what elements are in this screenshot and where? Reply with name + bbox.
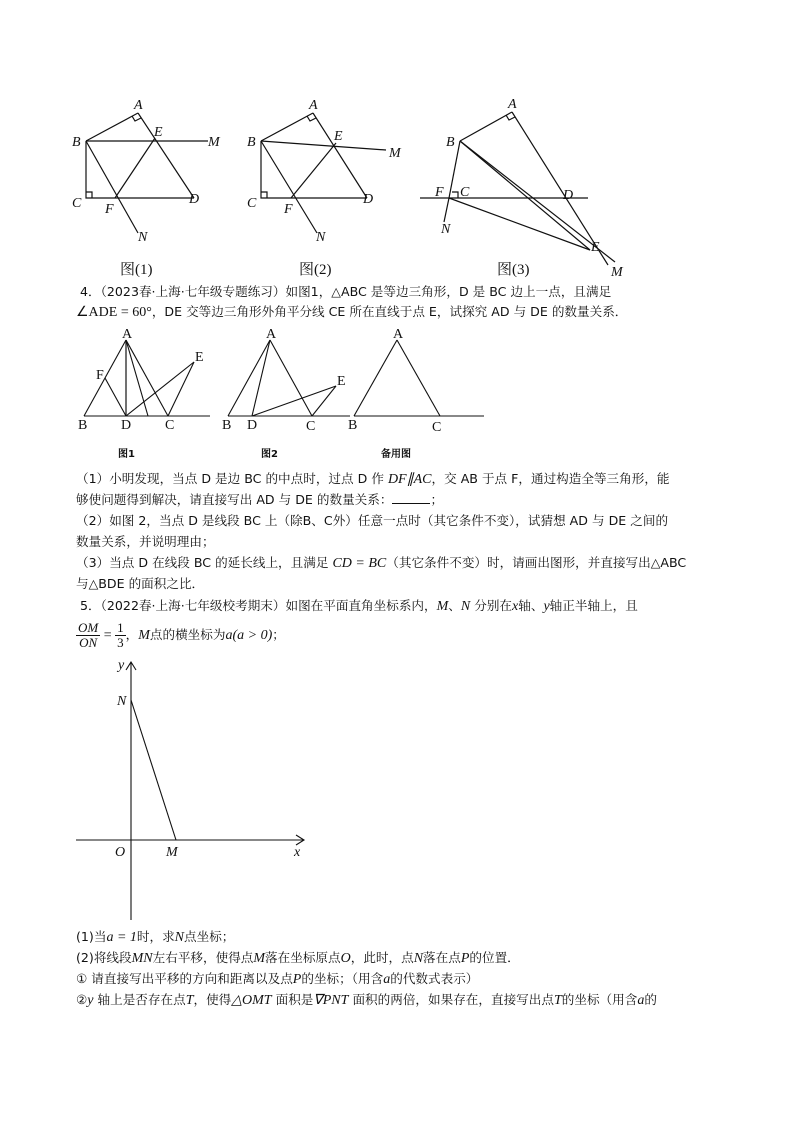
q5-text-b: 分别在	[470, 598, 513, 613]
q5-a-condition: a(a > 0)	[225, 628, 273, 643]
q4f2-B: B	[222, 418, 232, 433]
q5-text-d: 轴正半轴上，且	[549, 598, 638, 613]
q4f1-C: C	[165, 418, 175, 433]
q4-part1-end: ；	[430, 492, 444, 507]
q5-frac2-num: 1	[117, 620, 124, 635]
fig2-label-D: D	[363, 192, 374, 207]
q4-stem-line1: 4．（2023春·上海·七年级专题练习）如图1，△ABC 是等边三角形，D 是 BC 边上一点，且满足	[80, 284, 612, 299]
q5-sub1	[76, 928, 234, 947]
caption-fig3: 图(3)	[497, 262, 530, 278]
q4-figures	[70, 325, 490, 437]
q4-part1-line1	[76, 470, 670, 489]
q5-stem-line1	[80, 597, 638, 616]
q4f1-D: D	[121, 418, 132, 433]
fig3-label-C: C	[460, 185, 470, 200]
q5-s4-T: T	[185, 993, 194, 1008]
fig3-label-B: B	[446, 135, 455, 150]
q5-text-c: 轴、	[518, 598, 544, 613]
q5-s4-c: ，使得	[193, 992, 232, 1007]
q5-text-a: 5．（2022春·上海·七年级校考期末）如图在平面直角坐标系内，	[80, 598, 437, 613]
q4f1-B: B	[78, 418, 88, 433]
q5-coordinate-graph	[70, 655, 310, 925]
q4-part3-line1	[76, 554, 686, 573]
q4f2-A: A	[266, 327, 277, 342]
q5-s2-MN: MN	[131, 951, 153, 966]
fig2-label-F: F	[284, 202, 293, 217]
q4-part3-text-a: （3）当点 D 在线段 BC 的延长线上，且满足	[76, 555, 333, 570]
q4-stem-line2-text: ，DE 交等边三角形外角平分线 CE 所在直线于点 E，试探究 AD 与 DE 的数量关系．	[151, 304, 628, 319]
q4f2-D: D	[247, 418, 258, 433]
fig2-label-C: C	[247, 196, 257, 211]
q5-frac-num: OM	[78, 620, 99, 635]
q4-part3-text-b: （其它条件不变）时，请画出图形，并直接写出△ABC	[386, 555, 687, 570]
q5-s4-e: 面积的两倍，如果存在，直接写出点	[348, 992, 554, 1007]
caption-fig1: 图(1)	[120, 262, 153, 278]
q4-caption-fig1-text: 图1	[118, 449, 135, 460]
q4-part2-line2: 数量关系，并说明理由；	[76, 534, 215, 549]
q4f1-E: E	[195, 350, 204, 365]
graph-label-y: y	[118, 658, 125, 673]
q5-s4-a-sym: a	[637, 993, 645, 1008]
graph-label-M: M	[166, 845, 178, 860]
q4-part3-line2: 与△BDE 的面积之比．	[76, 576, 205, 591]
q5-s4-tri1: △OMT	[231, 993, 272, 1008]
q5-s4-f: 的坐标（用含	[561, 992, 638, 1007]
fig1-label-N: N	[138, 230, 148, 245]
q4-part1-text-a: （1）小明发现，当点 D 是边 BC 的中点时，过点 D 作	[76, 471, 388, 486]
q5-s4-y: y	[87, 993, 94, 1008]
fig1-label-E: E	[154, 125, 163, 140]
q5-ratio-value	[115, 621, 126, 650]
q4-part1-text-b: ，交 AB 于点 F，通过构造全等三角形，能	[431, 471, 670, 486]
fig1-label-C: C	[72, 196, 82, 211]
q5-stem-line2	[76, 618, 285, 653]
caption-fig2: 图(2)	[299, 262, 332, 278]
q4f1-A: A	[122, 327, 133, 342]
fig1-label-A: A	[134, 98, 143, 113]
q5-ratio-fraction	[76, 621, 100, 650]
q5-M: M	[436, 599, 449, 614]
q4-figure-spare	[354, 340, 484, 416]
q5-text-end: ；	[272, 627, 285, 642]
q5-s4-a: ②	[76, 992, 88, 1007]
q5-s2-O: O	[340, 951, 351, 966]
fig2-label-N: N	[316, 230, 326, 245]
q5-s3-c: 的代数式表示）	[390, 971, 479, 986]
q5-s2-e: 落在点	[423, 950, 461, 965]
q4-angle-condition: ∠ADE = 60°	[76, 305, 152, 320]
q5-text-comma: ，	[125, 627, 139, 642]
q5-s4-b: 轴上是否存在点	[93, 992, 186, 1007]
fig3-label-D: D	[563, 188, 574, 203]
fig1-label-B: B	[72, 135, 81, 150]
q5-eq: =	[100, 628, 116, 643]
q5-N: N	[460, 599, 471, 614]
q5-s2-d: ，此时，点	[350, 950, 414, 965]
q5-s1-b: 时，求	[136, 929, 175, 944]
graph-label-O: O	[115, 845, 126, 860]
q5-frac-den: ON	[79, 635, 98, 650]
fig1-label-M: M	[208, 135, 220, 150]
q4f2-E: E	[337, 374, 346, 389]
q5-s2-f: 的位置．	[469, 950, 520, 965]
q5-s2-c: 落在坐标原点	[265, 950, 341, 965]
q5-s1-a: (1)当	[76, 929, 107, 944]
q5-s2-P: P	[460, 951, 470, 966]
q4-part3-math: CD = BC	[332, 556, 387, 571]
q4-part1-math: DF∥AC	[387, 472, 432, 487]
q5-x: x	[512, 599, 519, 614]
q4f3-C: C	[432, 420, 442, 435]
q4f3-A: A	[393, 327, 404, 342]
fig2-label-A: A	[309, 98, 318, 113]
q4-part1-text-c: 够使问题得到解决，请直接写出 AD 与 DE 的数量关系：	[76, 492, 393, 507]
q5-sub2-part2	[76, 991, 657, 1010]
q4-stem-line2	[76, 303, 627, 322]
q4f2-C: C	[306, 419, 316, 434]
figure-2	[261, 113, 386, 233]
q5-s2-a: (2)将线段	[76, 950, 132, 965]
segment-MN	[131, 700, 176, 840]
q4f1-F: F	[96, 368, 104, 383]
q5-s1-c: 点坐标；	[184, 929, 235, 944]
q5-s4-g: 的	[644, 992, 657, 1007]
fig3-label-N: N	[441, 222, 451, 237]
fig2-label-M: M	[389, 146, 401, 161]
q5-s3-a-sym: a	[383, 972, 391, 987]
q5-frac2-den: 3	[117, 635, 124, 650]
q5-s2-N: N	[413, 951, 424, 966]
q4-caption-fig2-text: 图2	[261, 449, 278, 460]
graph-label-x: x	[294, 845, 301, 860]
q5-sub2-part1	[76, 970, 478, 989]
q5-y: y	[543, 599, 550, 614]
q5-s2-b: 左右平移，使得点	[152, 950, 254, 965]
q5-s3-P: P	[292, 972, 302, 987]
q5-s1-N: N	[174, 930, 185, 945]
fig2-label-B: B	[247, 135, 256, 150]
q5-s3-a: ① 请直接写出平移的方向和距离以及点	[76, 971, 293, 986]
q5-s2-M: M	[253, 951, 266, 966]
q4-part2-line1: （2）如图 2，当点 D 是线段 BC 上（除B、C外）任意一点时（其它条件不变），试猜想 AD 与 DE 之间的	[76, 513, 669, 528]
q4f3-B: B	[348, 418, 358, 433]
top-figures	[60, 90, 680, 285]
fig3-label-E: E	[591, 240, 600, 255]
q5-sub2	[76, 949, 520, 968]
q5-s3-b: 的坐标；（用含	[301, 971, 384, 986]
fig3-label-A: A	[508, 97, 517, 112]
q5-s4-T2: T	[553, 993, 562, 1008]
fig1-label-D: D	[189, 192, 200, 207]
graph-label-N: N	[117, 694, 127, 709]
fig1-label-F: F	[105, 202, 114, 217]
q4-figure-2	[228, 340, 350, 416]
q5-s4-d: 面积是	[271, 992, 314, 1007]
q5-M2: M	[138, 628, 150, 643]
fig3-label-M: M	[611, 265, 623, 280]
q4-caption-spare-text: 备用图	[381, 449, 411, 460]
q5-text-e: 点的横坐标为	[149, 627, 226, 642]
fig2-label-E: E	[334, 129, 343, 144]
q4-part1-line2	[76, 491, 443, 509]
q4-answer-blank[interactable]	[392, 491, 430, 504]
fig3-label-F: F	[435, 185, 444, 200]
q5-sep: 、	[448, 598, 461, 613]
q5-s4-tri2: ∇PNT	[313, 993, 349, 1008]
q5-s1-math: a = 1	[106, 930, 137, 945]
